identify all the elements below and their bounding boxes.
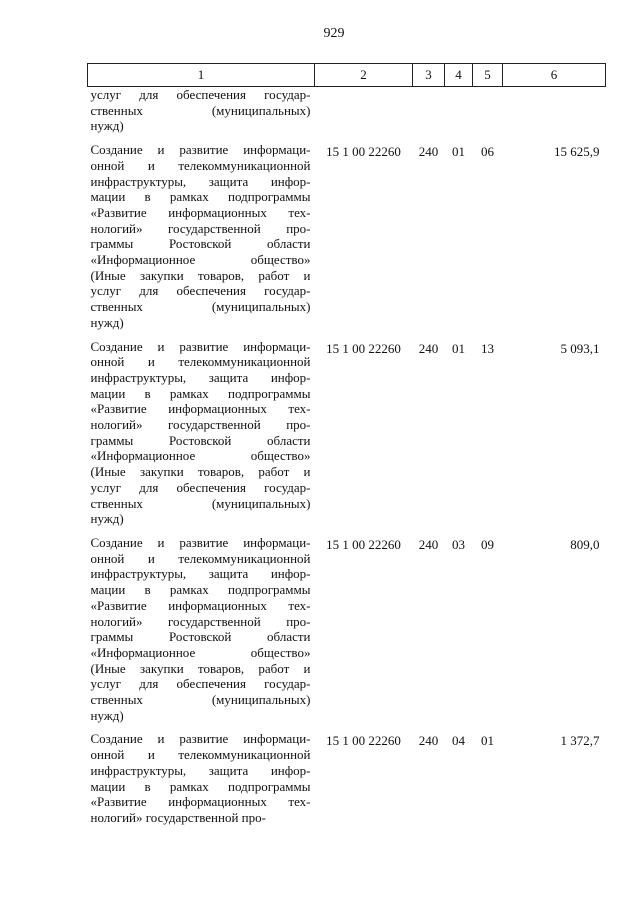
description-line: (Иные закупки товаров, работ и (90, 267, 311, 283)
table-row (88, 535, 606, 731)
description-line: «Развитие информационных тех- (90, 204, 311, 220)
header-col-5: 5 (473, 64, 503, 87)
row-target-code: 15 1 00 22260 (326, 536, 401, 552)
description-line: мации в рамках подпрограммы (90, 385, 311, 401)
row-subsection: 06 (481, 144, 494, 160)
description-line: Создание и развитие информаци- (90, 534, 311, 550)
description-line: «Развитие информационных тех- (90, 597, 311, 613)
budget-table (87, 63, 606, 834)
row-description (88, 731, 315, 833)
table-row (88, 339, 606, 535)
description-line: граммы Ростовской области (90, 432, 311, 448)
row-subsection: 01 (481, 733, 494, 749)
description-line: услуг для обеспечения государ- (90, 479, 311, 495)
table-row (88, 87, 606, 143)
row-target-code: 15 1 00 22260 (326, 733, 401, 749)
description-line: нужд) (90, 118, 124, 134)
row-expense-type: 240 (418, 144, 439, 160)
description-line: «Развитие информационных тех- (90, 401, 311, 417)
description-line: ственных (муниципальных) (90, 495, 311, 511)
header-col-4: 4 (445, 64, 473, 87)
description-line: мации в рамках подпрограммы (90, 778, 311, 794)
row-target-code: 15 1 00 22260 (326, 340, 401, 356)
description-line: Создание и развитие информаци- (90, 731, 311, 747)
description-line: мации в рамках подпрограммы (90, 582, 311, 598)
description-line: нологий» государственной про- (90, 417, 311, 433)
row-amount: 5 093,1 (560, 340, 600, 356)
description-line: услуг для обеспечения государ- (90, 87, 311, 102)
row-amount: 15 625,9 (554, 144, 600, 160)
description-line: (Иные закупки товаров, работ и (90, 464, 311, 480)
header-col-6: 6 (503, 64, 606, 87)
description-line: нологий» государственной про- (90, 613, 311, 629)
row-expense-type (413, 87, 445, 143)
header-col-3: 3 (413, 64, 445, 87)
header-col-2: 2 (315, 64, 413, 87)
row-section: 01 (452, 340, 465, 356)
row-target-code: 15 1 00 22260 (326, 144, 401, 160)
row-description (88, 339, 315, 535)
description-line: нужд) (90, 314, 124, 330)
description-line: инфраструктуры, защита инфор- (90, 369, 311, 385)
header-row (88, 64, 606, 87)
row-target-code (315, 87, 413, 143)
description-line: нужд) (90, 707, 124, 723)
row-expense-type: 240 (418, 733, 439, 749)
description-line: граммы Ростовской области (90, 629, 311, 645)
row-subsection (473, 87, 503, 143)
description-line: «Развитие информационных тех- (90, 794, 311, 810)
description-line: Создание и развитие информаци- (90, 142, 311, 158)
row-description (88, 142, 315, 338)
table-body (88, 87, 606, 834)
row-section: 03 (452, 536, 465, 552)
description-line: онной и телекоммуникационной (90, 157, 311, 173)
row-expense-type: 240 (418, 340, 439, 356)
description-line: нологий» государственной про- (90, 220, 311, 236)
row-subsection: 13 (481, 340, 494, 356)
description-line: нужд) (90, 511, 124, 527)
description-line: онной и телекоммуникационной (90, 354, 311, 370)
row-subsection: 09 (481, 536, 494, 552)
row-section: 01 (452, 144, 465, 160)
description-line: «Информационное общество» (90, 252, 311, 268)
row-description (88, 535, 315, 731)
description-line: мации в рамках подпрограммы (90, 189, 311, 205)
description-line: ственных (муниципальных) (90, 692, 311, 708)
page-number: 929 (323, 26, 345, 41)
row-section (445, 87, 473, 143)
description-line: (Иные закупки товаров, работ и (90, 660, 311, 676)
row-amount: 1 372,7 (560, 733, 600, 749)
description-line: ственных (муниципальных) (90, 299, 311, 315)
description-line: нологий» государственной про- (90, 809, 266, 825)
description-line: граммы Ростовской области (90, 236, 311, 252)
description-line: онной и телекоммуникационной (90, 550, 311, 566)
description-line: ственных (муниципальных) (90, 102, 311, 118)
description-line: инфраструктуры, защита инфор- (90, 566, 311, 582)
row-amount: 809,0 (570, 536, 600, 552)
description-line: Создание и развитие информаци- (90, 338, 311, 354)
row-amount (503, 87, 606, 143)
description-line: «Информационное общество» (90, 448, 311, 464)
description-line: инфраструктуры, защита инфор- (90, 173, 311, 189)
description-line: онной и телекоммуникационной (90, 747, 311, 763)
description-line: услуг для обеспечения государ- (90, 676, 311, 692)
description-line: «Информационное общество» (90, 644, 311, 660)
row-expense-type: 240 (418, 536, 439, 552)
description-line: услуг для обеспечения государ- (90, 283, 311, 299)
row-description (88, 87, 315, 143)
description-line: инфраструктуры, защита инфор- (90, 762, 311, 778)
table-row (88, 731, 606, 833)
row-section: 04 (452, 733, 465, 749)
table-row (88, 142, 606, 338)
header-col-1: 1 (88, 64, 315, 87)
